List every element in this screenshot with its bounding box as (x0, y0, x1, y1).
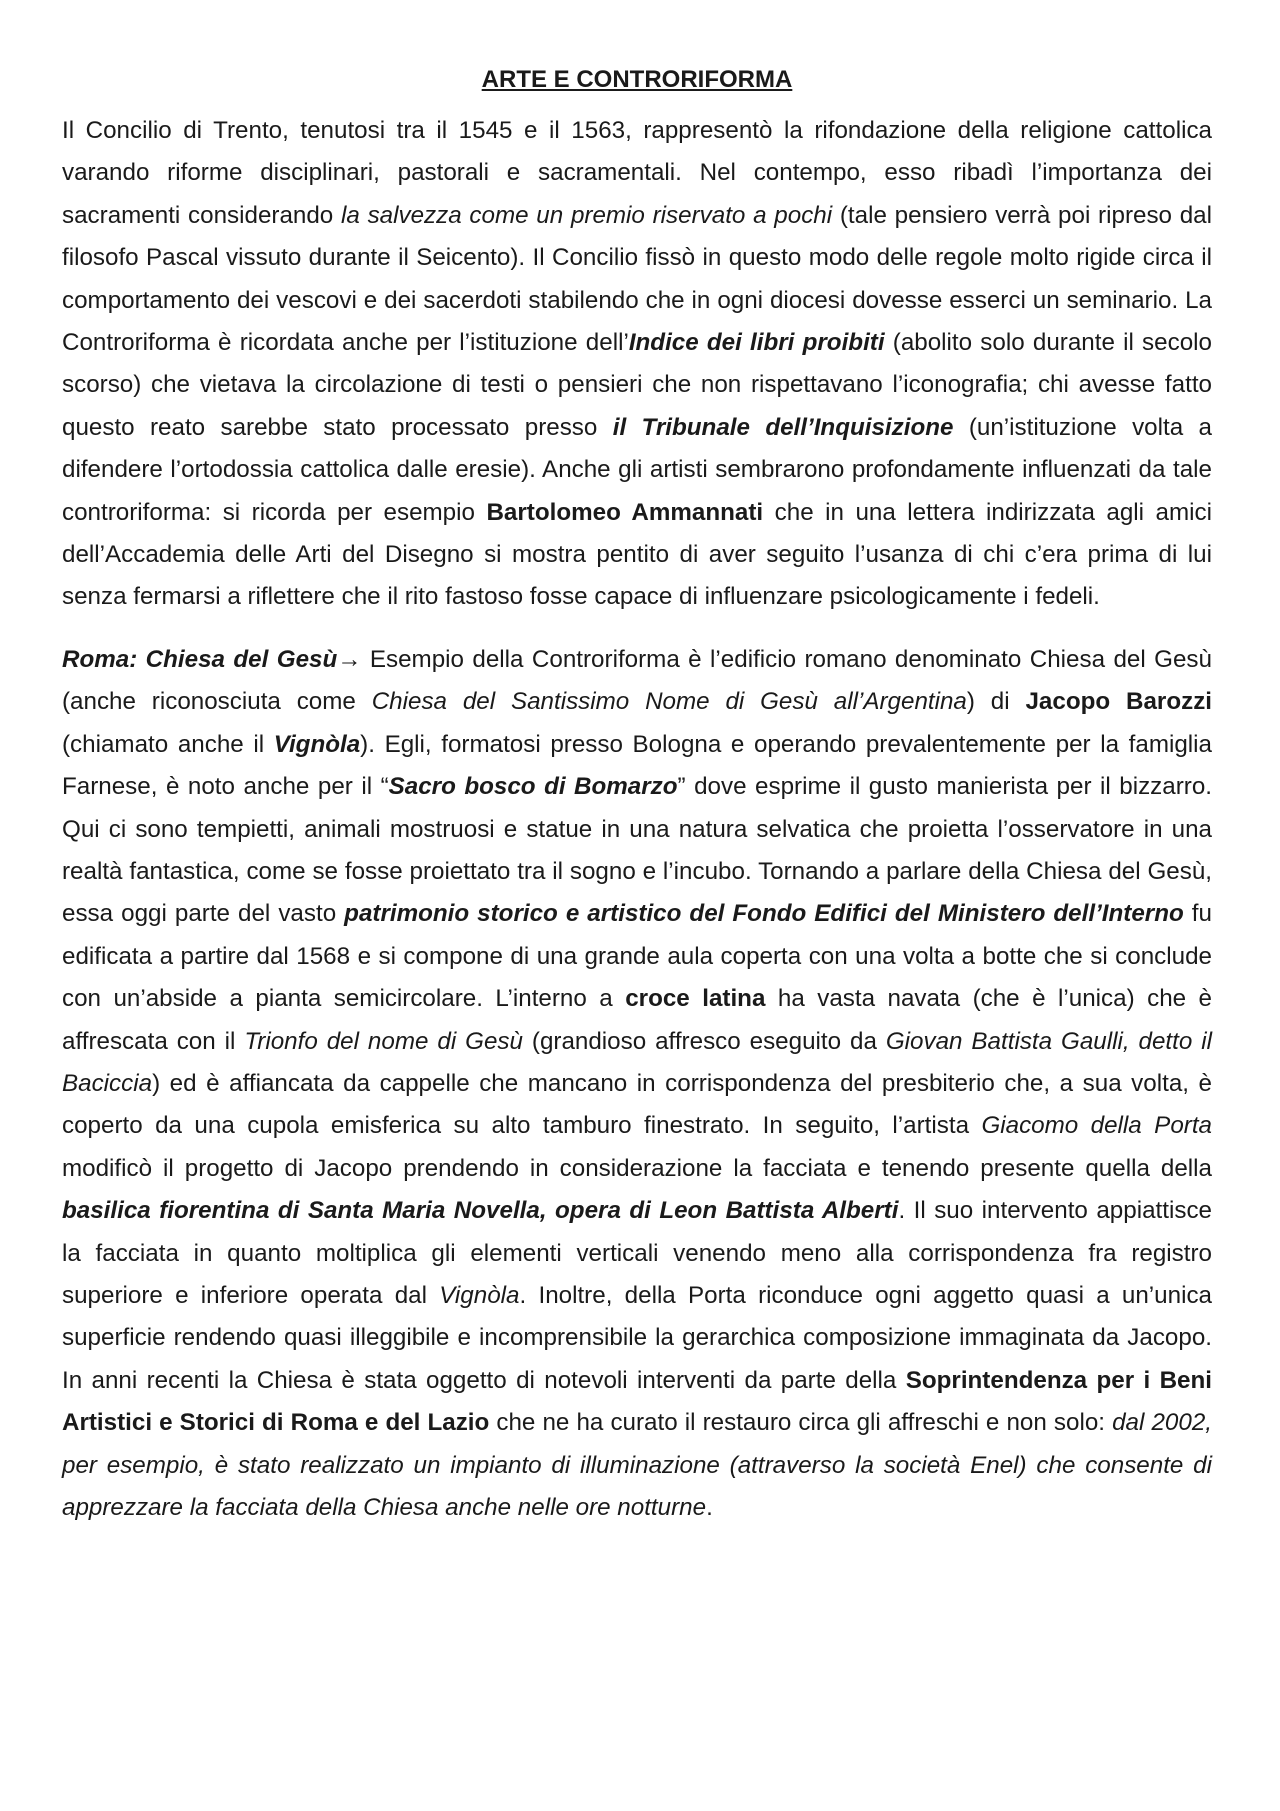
text-run: . (706, 1494, 713, 1521)
paragraph-chiesa-del-gesu (62, 639, 1212, 1530)
text-run: Giacomo della Porta (981, 1112, 1212, 1140)
text-run: Chiesa del Santissimo Nome di Gesù all’Argentina (371, 688, 967, 716)
text-run: . Il suo intervento appiattisce la facciata in quanto moltiplica gli elementi verticali venendo meno alla corrispondenza fra registro superiore e inferiore operata dal (62, 1197, 1212, 1309)
text-run: ). Egli, formatosi presso Bologna e operando prevalentemente per la famiglia Farnese, è noto anche per il “ (62, 730, 1212, 801)
text-run: Sacro bosco di Bomarzo (388, 773, 678, 801)
text-run: Soprintendenza per i Beni Artistici e Storici di Roma e del Lazio (62, 1366, 1212, 1437)
text-run: Bartolomeo Ammannati (486, 498, 764, 526)
text-run: ” dove esprime il gusto manierista per il bizzarro. Qui ci sono tempietti, animali mostruosi e statue in una natura selvatica che proietta l’osservatore in una realtà fantastica, come se fosse proiettato tra il sogno e l’incubo. Tornando a parlare della Chiesa del Gesù, essa oggi parte del vasto (62, 773, 1212, 928)
text-run: ) di (966, 688, 1026, 716)
text-run: che in una lettera indirizzata agli amici dell’Accademia delle Arti del Disegno si mostra pentito di aver seguito l’usanza di chi c’era prima di lui senza fermarsi a riflettere che il rito fastoso fosse capace di influenzare psicologicamente i fedeli. (62, 498, 1212, 611)
text-run: Esempio della Controriforma è l’edificio romano denominato Chiesa del Gesù (anche riconosciuta come (62, 645, 1212, 716)
text-run: Giovan Battista Gaulli, detto il Baciccia (62, 1027, 1212, 1097)
document-title: ARTE E CONTRORIFORMA (481, 66, 793, 93)
text-run: che ne ha curato il restauro circa gli affreschi e non solo: (489, 1409, 1113, 1437)
text-run: il Tribunale dell’Inquisizione (612, 413, 954, 441)
text-run: Vignòla (273, 730, 361, 758)
text-run: (chiamato anche il (62, 730, 274, 758)
text-run: Vignòla (439, 1281, 520, 1309)
text-run: croce latina (625, 985, 766, 1013)
text-run: dal 2002, per esempio, è stato realizzato un impianto di illuminazione (attraverso la società Enel) che consente di apprezzare la facciata della Chiesa anche nelle ore notturne (62, 1409, 1212, 1521)
text-run: basilica fiorentina di Santa Maria Novella, opera di Leon Battista Alberti (62, 1197, 899, 1225)
text-run: (abolito solo durante il secolo scorso) che vietava la circolazione di testi o pensieri che non rispettavano l’iconografia; chi avesse fatto questo reato sarebbe stato processato presso (62, 329, 1212, 441)
document-page (62, 64, 1212, 1529)
text-run: Indice dei libri proibiti (628, 329, 885, 357)
text-run: ) ed è affiancata da cappelle che mancano in corrispondenza del presbiterio che, a sua volta, è coperto da una cupola emisferica su alto tamburo finestrato. In seguito, l’artista (62, 1069, 1212, 1140)
text-run: Roma: Chiesa del Gesù→ (62, 645, 362, 673)
text-run: patrimonio storico e artistico del Fondo Edifici del Ministero dell’Interno (344, 900, 1184, 928)
text-run: fu edificata a partire dal 1568 e si compone di una grande aula coperta con una volta a botte che si conclude con un’abside a pianta semicircolare. L’interno a (62, 900, 1212, 1013)
text-run: ha vasta navata (che è l’unica) che è affrescata con il (62, 985, 1213, 1055)
paragraph-concilio-di-trento (62, 110, 1212, 619)
text-run: (tale pensiero verrà poi ripreso dal filosofo Pascal vissuto durante il Seicento). Il Concilio fissò in questo modo delle regole molto rigide circa il comportamento dei vescovi e dei sacerdoti stabilendo che in ogni diocesi dovesse esserci un seminario. La Controriforma è ricordata anche per l’istituzione dell’ (62, 201, 1213, 357)
text-run: (grandioso affresco eseguito da (522, 1027, 886, 1055)
text-run: Jacopo Barozzi (1025, 688, 1213, 716)
text-run: Trionfo del nome di Gesù (244, 1027, 523, 1055)
text-run: modificò il progetto di Jacopo prendendo in considerazione la facciata e tenendo presente quella della (62, 1154, 1212, 1182)
text-run: (un’istituzione volta a difendere l’ortodossia cattolica dalle eresie). Anche gli artisti sembrarono profondamente influenzati da tale controriforma: si ricorda per esempio (62, 413, 1212, 526)
text-run: la salvezza come un premio riservato a pochi (341, 201, 833, 229)
text-run: . Inoltre, della Porta riconduce ogni aggetto quasi a un’unica superficie rendendo quasi illeggibile e incomprensibile la gerarchica composizione immaginata da Jacopo. In anni recenti la Chiesa è stata oggetto di notevoli interventi da parte della (62, 1281, 1212, 1394)
text-run: Il Concilio di Trento, tenutosi tra il 1545 e il 1563, rappresentò la rifondazione della religione cattolica varando riforme disciplinari, pastorali e sacramentali. Nel contempo, esso ribadì l’importanza dei sacramenti considerando (62, 117, 1212, 229)
